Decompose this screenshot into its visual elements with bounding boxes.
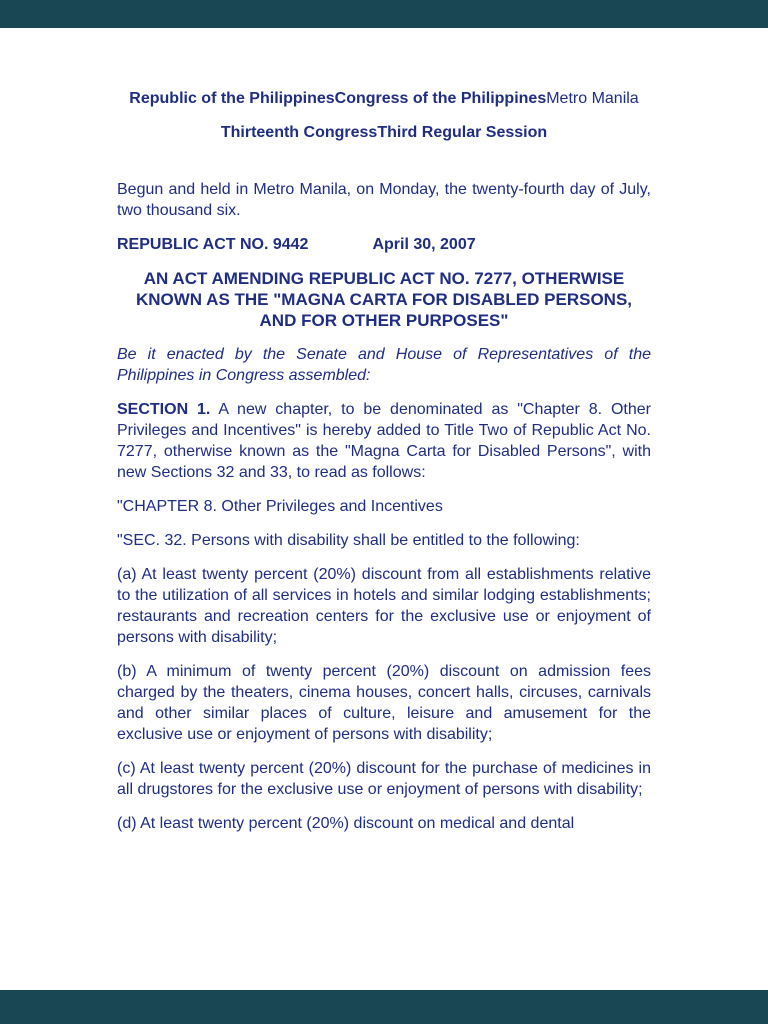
document-body xyxy=(117,88,651,834)
sec-32-intro: "SEC. 32. Persons with disability shall be entitled to the following: xyxy=(117,532,580,549)
section-1-label: SECTION 1. xyxy=(117,401,211,418)
document-page xyxy=(0,28,768,990)
enacting-clause: Be it enacted by the Senate and House of Representatives of the Philippines in Congress assembled: xyxy=(117,346,651,384)
item-a-paragraph: (a) At least twenty percent (20%) discount from all establishments relative to the utilization of all services in hotels and similar lodging establishments; restaurants and recreation centers for the exclusive use or enjoyment of persons with disability; xyxy=(117,566,651,646)
section-1-paragraph xyxy=(117,399,651,483)
item-b-paragraph: (b) A minimum of twenty percent (20%) discount on admission fees charged by the theaters, cinema houses, concert halls, circuses, carnivals and other similar places of culture, leisure and amusement for the exclusive use or enjoyment of persons with disability; xyxy=(117,663,651,743)
item-d-paragraph: (d) At least twenty percent (20%) discount on medical and dental xyxy=(117,815,575,832)
top-letterbox-bar xyxy=(0,0,768,28)
document-header xyxy=(117,88,651,109)
header-title-regular: Metro Manila xyxy=(546,90,639,107)
act-date: April 30, 2007 xyxy=(372,236,476,253)
act-number: REPUBLIC ACT NO. 9442 xyxy=(117,236,309,253)
preamble-paragraph: Begun and held in Metro Manila, on Monday, the twenty-fourth day of July, two thousand six. xyxy=(117,181,651,219)
item-c-paragraph: (c) At least twenty percent (20%) discount for the purchase of medicines in all drugstores for the exclusive use or enjoyment of persons with disability; xyxy=(117,760,651,798)
bottom-letterbox-bar xyxy=(0,990,768,1024)
header-title-bold: Republic of the PhilippinesCongress of the Philippines xyxy=(129,90,547,107)
chapter-8-heading: "CHAPTER 8. Other Privileges and Incentives xyxy=(117,498,443,515)
act-title: AN ACT AMENDING REPUBLIC ACT NO. 7277, OTHERWISE KNOWN AS THE "MAGNA CARTA FOR DISABLED PERSONS, AND FOR OTHER PURPOSES" xyxy=(135,269,633,330)
section-1-text: A new chapter, to be denominated as "Chapter 8. Other Privileges and Incentives" is hereby added to Title Two of Republic Act No. 7277, otherwise known as the "Magna Carta for Disabled Persons", with new Sections 32 and 33, to read as follows: xyxy=(117,401,652,481)
session-heading: Thirteenth CongressThird Regular Session xyxy=(220,124,548,141)
act-number-line xyxy=(117,234,651,255)
